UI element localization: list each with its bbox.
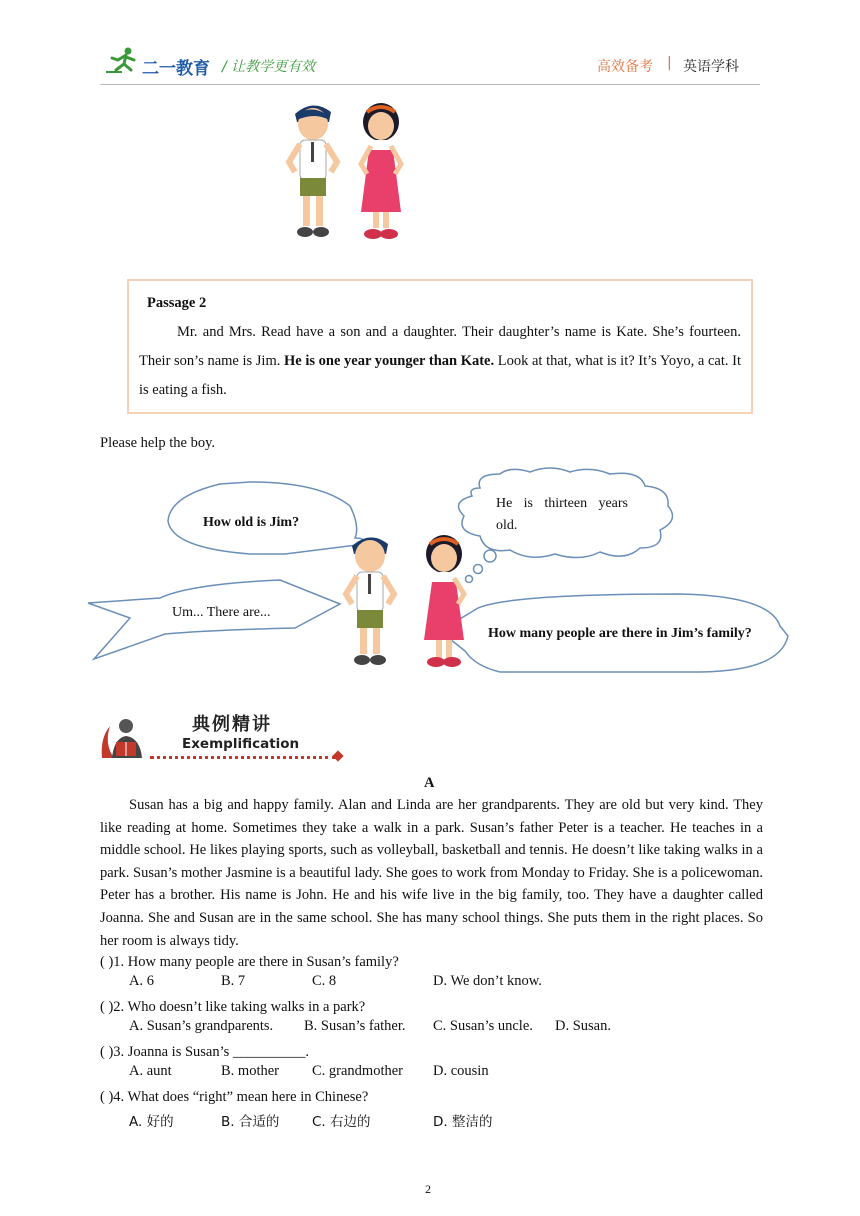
q1-option-b: B. 7 <box>221 973 246 989</box>
boy-character <box>289 105 337 237</box>
boy-girl-illustration <box>285 100 415 245</box>
passage-title <box>139 289 741 318</box>
section-title-cn: 典例精讲 <box>192 714 272 735</box>
passage-title-text: Passage 2 <box>147 295 207 311</box>
bubble-4-text: How many people are there in Jim’s family? <box>488 626 752 641</box>
passage-text-bold: He is one year younger than Kate. <box>284 353 495 369</box>
boy-character-2 <box>346 537 394 665</box>
reading-passage: Susan has a big and happy family. Alan and Linda are her grandparents. They are old but very kind. They like reading at home. Sometimes they take a walk in a park. Susan’s father Peter is a teacher. He teaches in a middle school. He likes playing sports, such as volleyball, basketball and tennis. He doesn’t like taking walks in a park. Susan’s mother Jasmine is a beautiful lady. She goes to work from Monday to Friday. She is a policewoman. Peter has a brother. His name is John. He and his wife live in the big family, too. They have a daughter called Joanna. She and Susan are in the same school. She has many school things. She puts them in the right places. So her room is always tidy. <box>100 797 763 949</box>
dialogue-illustration <box>80 466 800 676</box>
header <box>0 40 860 84</box>
page-number: 2 <box>425 1182 431 1196</box>
prompt-text: Please help the boy. <box>100 435 216 451</box>
q3-option-c: C. grandmother <box>312 1063 404 1079</box>
question-1-stem: ( )1. How many people are there in Susan’s family? <box>100 954 399 970</box>
passage-2-box <box>127 279 753 414</box>
section-header <box>100 708 350 768</box>
q3-option-b: B. mother <box>221 1063 279 1079</box>
header-divider <box>100 84 760 85</box>
header-subject-right: 英语学科 <box>683 59 739 75</box>
q1-option-d: D. We don’t know. <box>433 973 542 989</box>
q4-option-c: C. 右边的 <box>312 1114 371 1130</box>
question-2-stem: ( )2. Who doesn’t like taking walks in a park? <box>100 999 366 1015</box>
q1-option-c: C. 8 <box>312 973 337 989</box>
section-dotted-line <box>150 756 336 759</box>
question-1 <box>100 951 763 996</box>
header-subject-left: 高效备考 <box>597 59 653 75</box>
q2-option-d: D. Susan. <box>555 1018 611 1034</box>
q3-option-a: A. aunt <box>129 1063 172 1079</box>
reading-label: A <box>424 775 435 791</box>
q2-option-c: C. Susan’s uncle. <box>433 1018 533 1034</box>
girl-character-2 <box>424 535 464 667</box>
slogan: / 让教学更有效 <box>222 59 316 75</box>
section-title-en: Exemplification <box>182 736 300 752</box>
q2-option-a: A. Susan’s grandparents. <box>129 1018 274 1034</box>
question-3-stem: ( )3. Joanna is Susan’s __________. <box>100 1044 310 1060</box>
passage-body <box>139 318 741 405</box>
girl-character <box>361 103 401 239</box>
question-3 <box>100 1041 763 1086</box>
q4-option-d: D. 整洁的 <box>433 1114 493 1130</box>
bubble-2-text: He is thirteen years old. <box>496 496 628 533</box>
q3-option-d: D. cousin <box>433 1063 489 1079</box>
passage-text-1: Mr. and Mrs. Read have a son and a daughter. Their daughter’s name is Kate. She’s fourteen. Their son’s name is Jim. <box>139 324 741 369</box>
logo-text: 二一教育 <box>142 59 210 79</box>
bubble-1-text: How old is Jim? <box>203 515 300 530</box>
section-diamond-icon <box>332 750 343 761</box>
q4-option-b: B. 合适的 <box>221 1114 280 1130</box>
q2-option-b: B. Susan’s father. <box>304 1018 406 1034</box>
question-2 <box>100 996 763 1041</box>
teacher-reading-icon <box>100 712 156 764</box>
q1-option-a: A. 6 <box>129 973 154 989</box>
q4-option-a: A. 好的 <box>129 1114 174 1130</box>
passage-text-2: Look at that, what is it? It’s Yoyo, a cat. It is eating a fish. <box>139 353 742 398</box>
logo-runner-icon <box>104 46 140 76</box>
question-4-stem: ( )4. What does “right” mean here in Chinese? <box>100 1089 369 1105</box>
header-separator: | <box>667 55 672 71</box>
question-4 <box>100 1086 763 1131</box>
bubble-3-text: Um... There are... <box>172 605 271 620</box>
